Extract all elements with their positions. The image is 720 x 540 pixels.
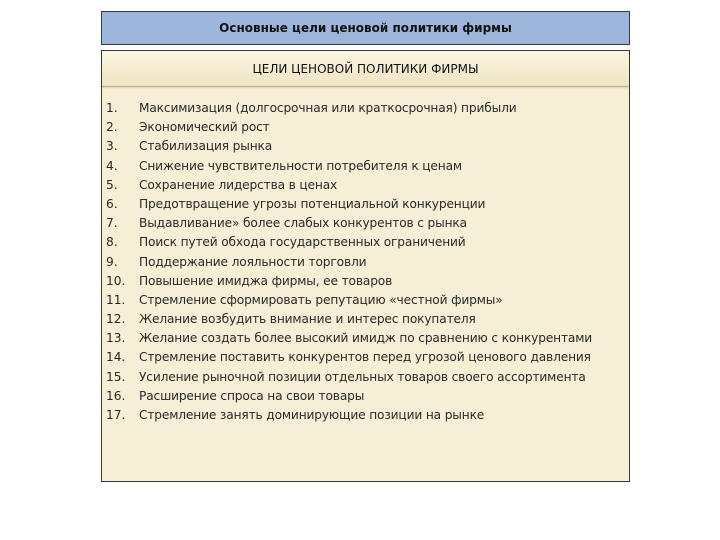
- goal-text: Максимизация (долгосрочная или краткосрочная) прибыли: [139, 101, 517, 115]
- goal-number: 15.: [106, 369, 126, 384]
- goal-item-14: [106, 348, 626, 367]
- goal-item-17: [106, 406, 626, 425]
- goal-number: 5.: [106, 177, 118, 192]
- goal-number: 13.: [106, 331, 126, 346]
- goal-text: Расширение спроса на свои товары: [139, 388, 365, 403]
- goal-number: 1.: [106, 101, 118, 115]
- goal-item-16: [106, 387, 626, 406]
- goal-text: Стабилизация рынка: [139, 139, 273, 154]
- goal-text: Снижение чувствительности потребителя к ценам: [139, 158, 462, 173]
- goal-number: 11.: [106, 292, 126, 307]
- goal-number: 2.: [106, 120, 118, 135]
- goal-text: Желание создать более высокий имидж по сравнению с конкурентами: [139, 331, 593, 346]
- goal-number: 3.: [106, 139, 118, 154]
- goal-number: 14.: [106, 350, 126, 365]
- goal-item-3: [106, 137, 626, 156]
- goal-item-11: [106, 291, 626, 310]
- goal-item-1: [106, 99, 626, 118]
- goal-number: 16.: [106, 388, 126, 403]
- goal-text: Усиление рыночной позиции отдельных товаров своего ассортимента: [139, 369, 586, 384]
- goals-box: [101, 50, 630, 482]
- goal-number: 17.: [106, 408, 126, 422]
- goal-number: 12.: [106, 312, 126, 327]
- goals-box-header-text: ЦЕЛИ ЦЕНОВОЙ ПОЛИТИКИ ФИРМЫ: [252, 61, 479, 76]
- goal-number: 7.: [106, 216, 118, 231]
- goal-number: 4.: [106, 158, 118, 173]
- goal-text: Повышение имиджа фирмы, ее товаров: [139, 273, 393, 288]
- goal-number: 9.: [106, 254, 118, 269]
- goal-text: Желание возбудить внимание и интерес покупателя: [139, 312, 476, 327]
- goals-list: [106, 99, 626, 425]
- goal-item-13: [106, 329, 626, 348]
- slide-title-bar: [101, 11, 630, 45]
- goal-item-6: [106, 195, 626, 214]
- goal-item-12: [106, 310, 626, 329]
- goal-item-10: [106, 272, 626, 291]
- goal-item-8: [106, 233, 626, 252]
- slide-title: Основные цели ценовой политики фирмы: [219, 21, 512, 35]
- goal-number: 8.: [106, 235, 118, 250]
- goal-text: Стремление занять доминирующие позиции на рынке: [139, 408, 485, 422]
- goal-item-4: [106, 157, 626, 176]
- goal-text: Поддержание лояльности торговли: [139, 254, 367, 269]
- goal-text: Поиск путей обхода государственных ограничений: [139, 235, 466, 250]
- goal-text: Выдавливание» более слабых конкурентов с рынка: [139, 216, 467, 231]
- goal-text: Сохранение лидерства в ценах: [139, 177, 338, 192]
- goal-number: 6.: [106, 196, 118, 211]
- goal-text: Предотвращение угрозы потенциальной конкуренции: [139, 196, 486, 211]
- goal-item-2: [106, 118, 626, 137]
- goal-item-15: [106, 368, 626, 387]
- goal-text: Стремление поставить конкурентов перед угрозой ценового давления: [139, 350, 591, 365]
- goal-item-5: [106, 176, 626, 195]
- goals-box-header: [102, 51, 629, 87]
- goal-text: Экономический рост: [139, 120, 270, 135]
- goal-text: Стремление сформировать репутацию «честной фирмы»: [139, 292, 503, 307]
- goal-number: 10.: [106, 273, 126, 288]
- goal-item-9: [106, 253, 626, 272]
- goal-item-7: [106, 214, 626, 233]
